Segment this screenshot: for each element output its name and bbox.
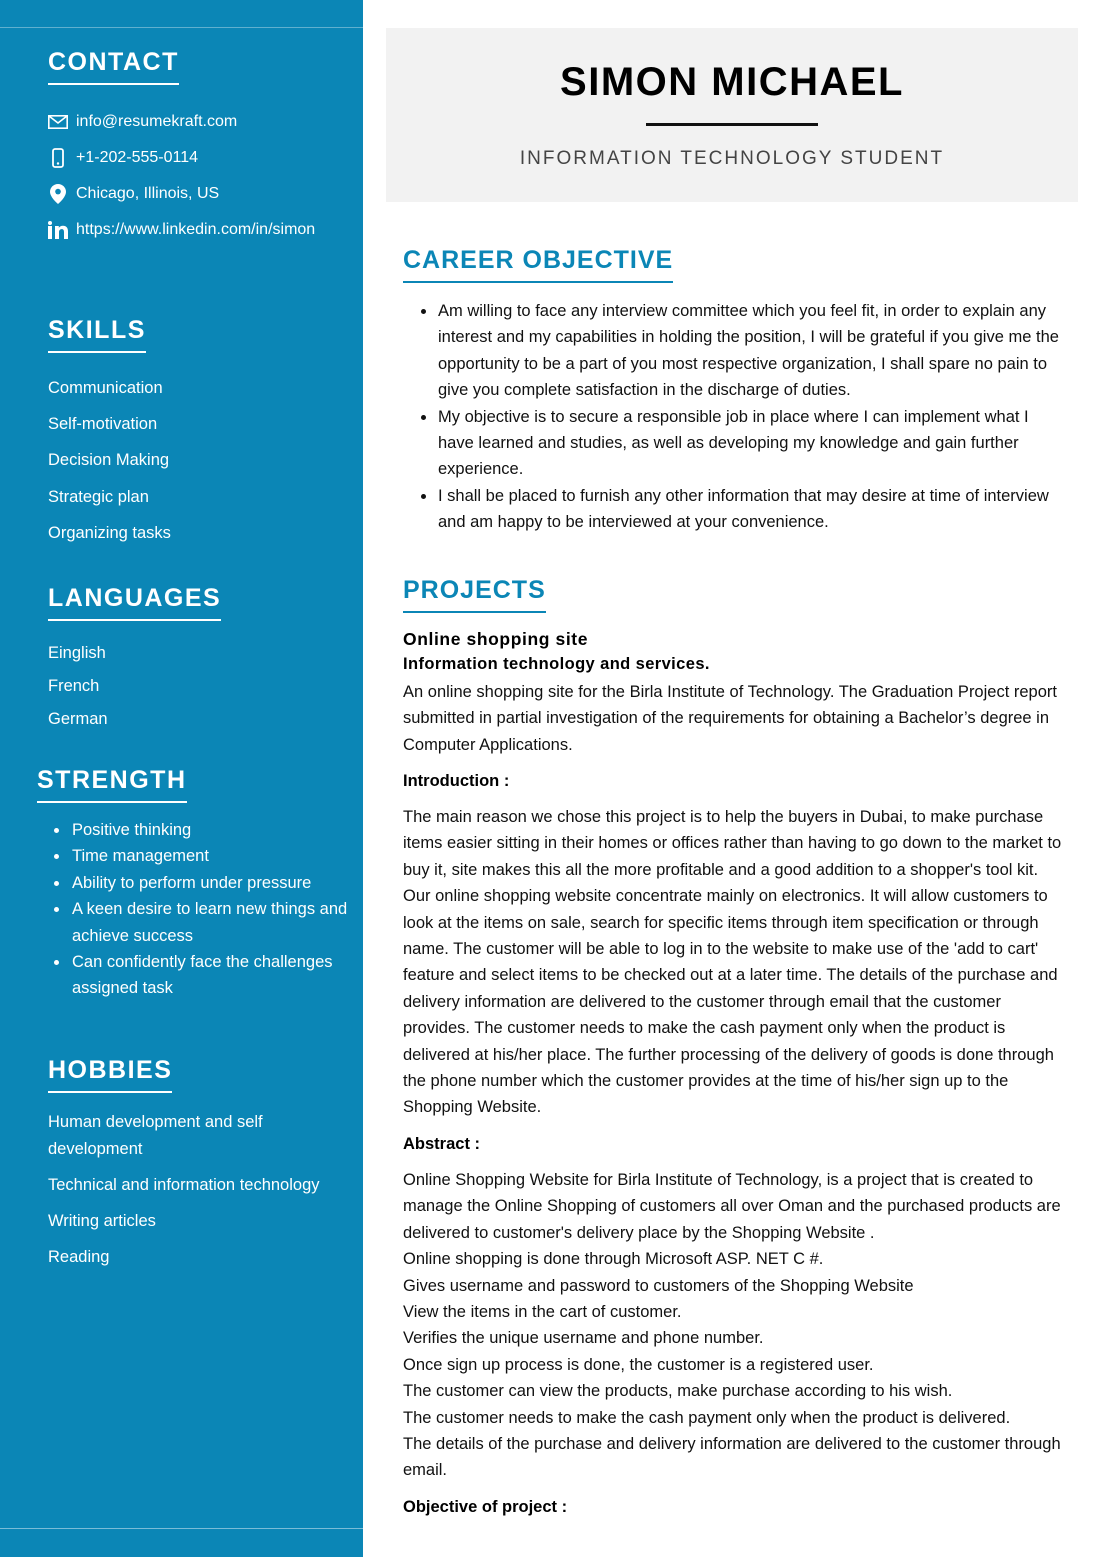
strength-item: Time management [48,843,348,869]
email-icon [48,112,68,132]
abstract-line: Online shopping is done through Microsoft ASP. NET C #. [403,1250,824,1269]
skill-item: Organizing tasks [48,523,171,542]
project-title: Online shopping site [403,629,589,649]
location-text: Chicago, Illinois, US [76,185,220,202]
hobby-item: Technical and information technology [48,1176,320,1194]
career-objective-heading: CAREER OBJECTIVE [403,246,673,283]
linkedin-text: https://www.linkedin.com/in/simon [76,221,316,238]
hobby-item: Human development and self development [48,1113,263,1158]
project-subtitle: Information technology and services. [403,655,710,673]
skills-heading: SKILLS [48,316,146,353]
languages-heading: LANGUAGES [48,584,221,621]
sidebar [0,0,363,1557]
career-objective-item: I shall be placed to furnish any other information that may desire at time of interview and am happy to be interviewed at your convenience. [403,483,1063,536]
project-description: An online shopping site for the Birla Institute of Technology. The Graduation Project report submitted in partial investigation of the requirements for obtaining a Bachelor’s degree in Computer Applications. [403,683,1057,754]
abstract-line: The customer can view the products, make purchase according to his wish. [403,1382,953,1401]
sidebar-top-divider [0,27,363,28]
abstract-line: Online Shopping Website for Birla Institute of Technology, is a project that is created to manage the Online Shopping of customers all over Oman and the purchased products are delivered to customer's delivery place by the Shopping Website . [403,1171,1061,1242]
skill-item: Decision Making [48,451,170,470]
contact-location [48,184,321,206]
email-text: info@resumekraft.com [76,113,238,130]
name-underline [646,123,818,126]
hobby-item: Writing articles [48,1212,156,1230]
strength-item: Can confidently face the challenges assigned task [48,949,348,1002]
skills-list [48,370,171,551]
objective-of-project-label: Objective of project : [403,1498,568,1516]
phone-text: +1-202-555-0114 [76,149,199,166]
hobbies-heading: HOBBIES [48,1056,172,1093]
abstract-line: View the items in the cart of customer. [403,1303,682,1322]
resume-header [386,28,1078,202]
skill-item: Strategic plan [48,487,149,506]
strength-heading: STRENGTH [37,766,187,803]
contact-email[interactable] [48,112,321,134]
abstract-line: Gives username and password to customers of the Shopping Website [403,1276,914,1295]
language-item: German [48,710,108,729]
abstract-lines [403,1167,1063,1484]
skill-item: Communication [48,379,163,397]
contact-phone[interactable] [48,148,321,170]
language-item: French [48,677,100,696]
abstract-line: The customer needs to make the cash payment only when the product is delivered. [403,1408,1011,1427]
linkedin-icon [48,220,68,240]
contact-linkedin[interactable] [48,220,321,242]
candidate-name: SIMON MICHAEL [560,60,904,104]
abstract-line: Verifies the unique username and phone number. [403,1329,764,1348]
abstract-line: The details of the purchase and delivery information are delivered to the customer through email. [403,1435,1061,1480]
strength-item: Positive thinking [48,817,348,843]
contact-heading: CONTACT [48,48,179,85]
sidebar-bottom-divider [0,1528,363,1529]
introduction-text: The main reason we chose this project is to help the buyers in Dubai, to make purchase items easier sitting in their homes or offices rather than having to go down to the market to buy it, site makes this all the more profitable and a good addition to a shopper's tool kit. Our online shopping website concentrate mainly on electronics. It will allow customers to look at the items on sale, search for specific items through item specification or through name. The customer will be able to log in to the website to make use of the 'add to cart' feature and select items to be checked out at a later time. The details of the purchase and delivery information are delivered to the customer through email that the customer provides. The customer needs to make the cash payment only when the product is delivered at his/her place. The further processing of the delivery of goods is done through the phone number which the customer provides at the time of his/her sign up to the Shopping Website. [403,808,1062,1117]
hobby-item: Reading [48,1248,110,1266]
skill-item: Self-motivation [48,415,158,434]
strength-list [48,817,348,1002]
introduction-label: Introduction : [403,772,510,790]
strength-item: A keen desire to learn new things and achieve success [48,896,348,949]
candidate-role: INFORMATION TECHNOLOGY STUDENT [519,148,945,169]
language-item: Einglish [48,644,106,662]
hobbies-list [48,1109,348,1280]
career-objective-list [403,298,1063,536]
career-objective-item: My objective is to secure a responsible job in place where I can implement what I have learned and studies, as well as developing my knowledge and gain further experience. [403,404,1063,483]
languages-list [48,637,108,737]
location-pin-icon [48,184,68,204]
strength-item: Ability to perform under pressure [48,870,348,896]
abstract-label: Abstract : [403,1135,481,1153]
phone-icon [48,148,68,168]
projects-heading: PROJECTS [403,576,546,613]
abstract-line: Once sign up process is done, the customer is a registered user. [403,1355,874,1374]
career-objective-item: Am willing to face any interview committee which you feel fit, in order to explain any interest and my capabilities in holding the position, I will be grateful if you give me the opportunity to be a part of you most respective organization, I shall spare no pain to give you complete satisfaction in the discharge of duties. [403,298,1063,404]
